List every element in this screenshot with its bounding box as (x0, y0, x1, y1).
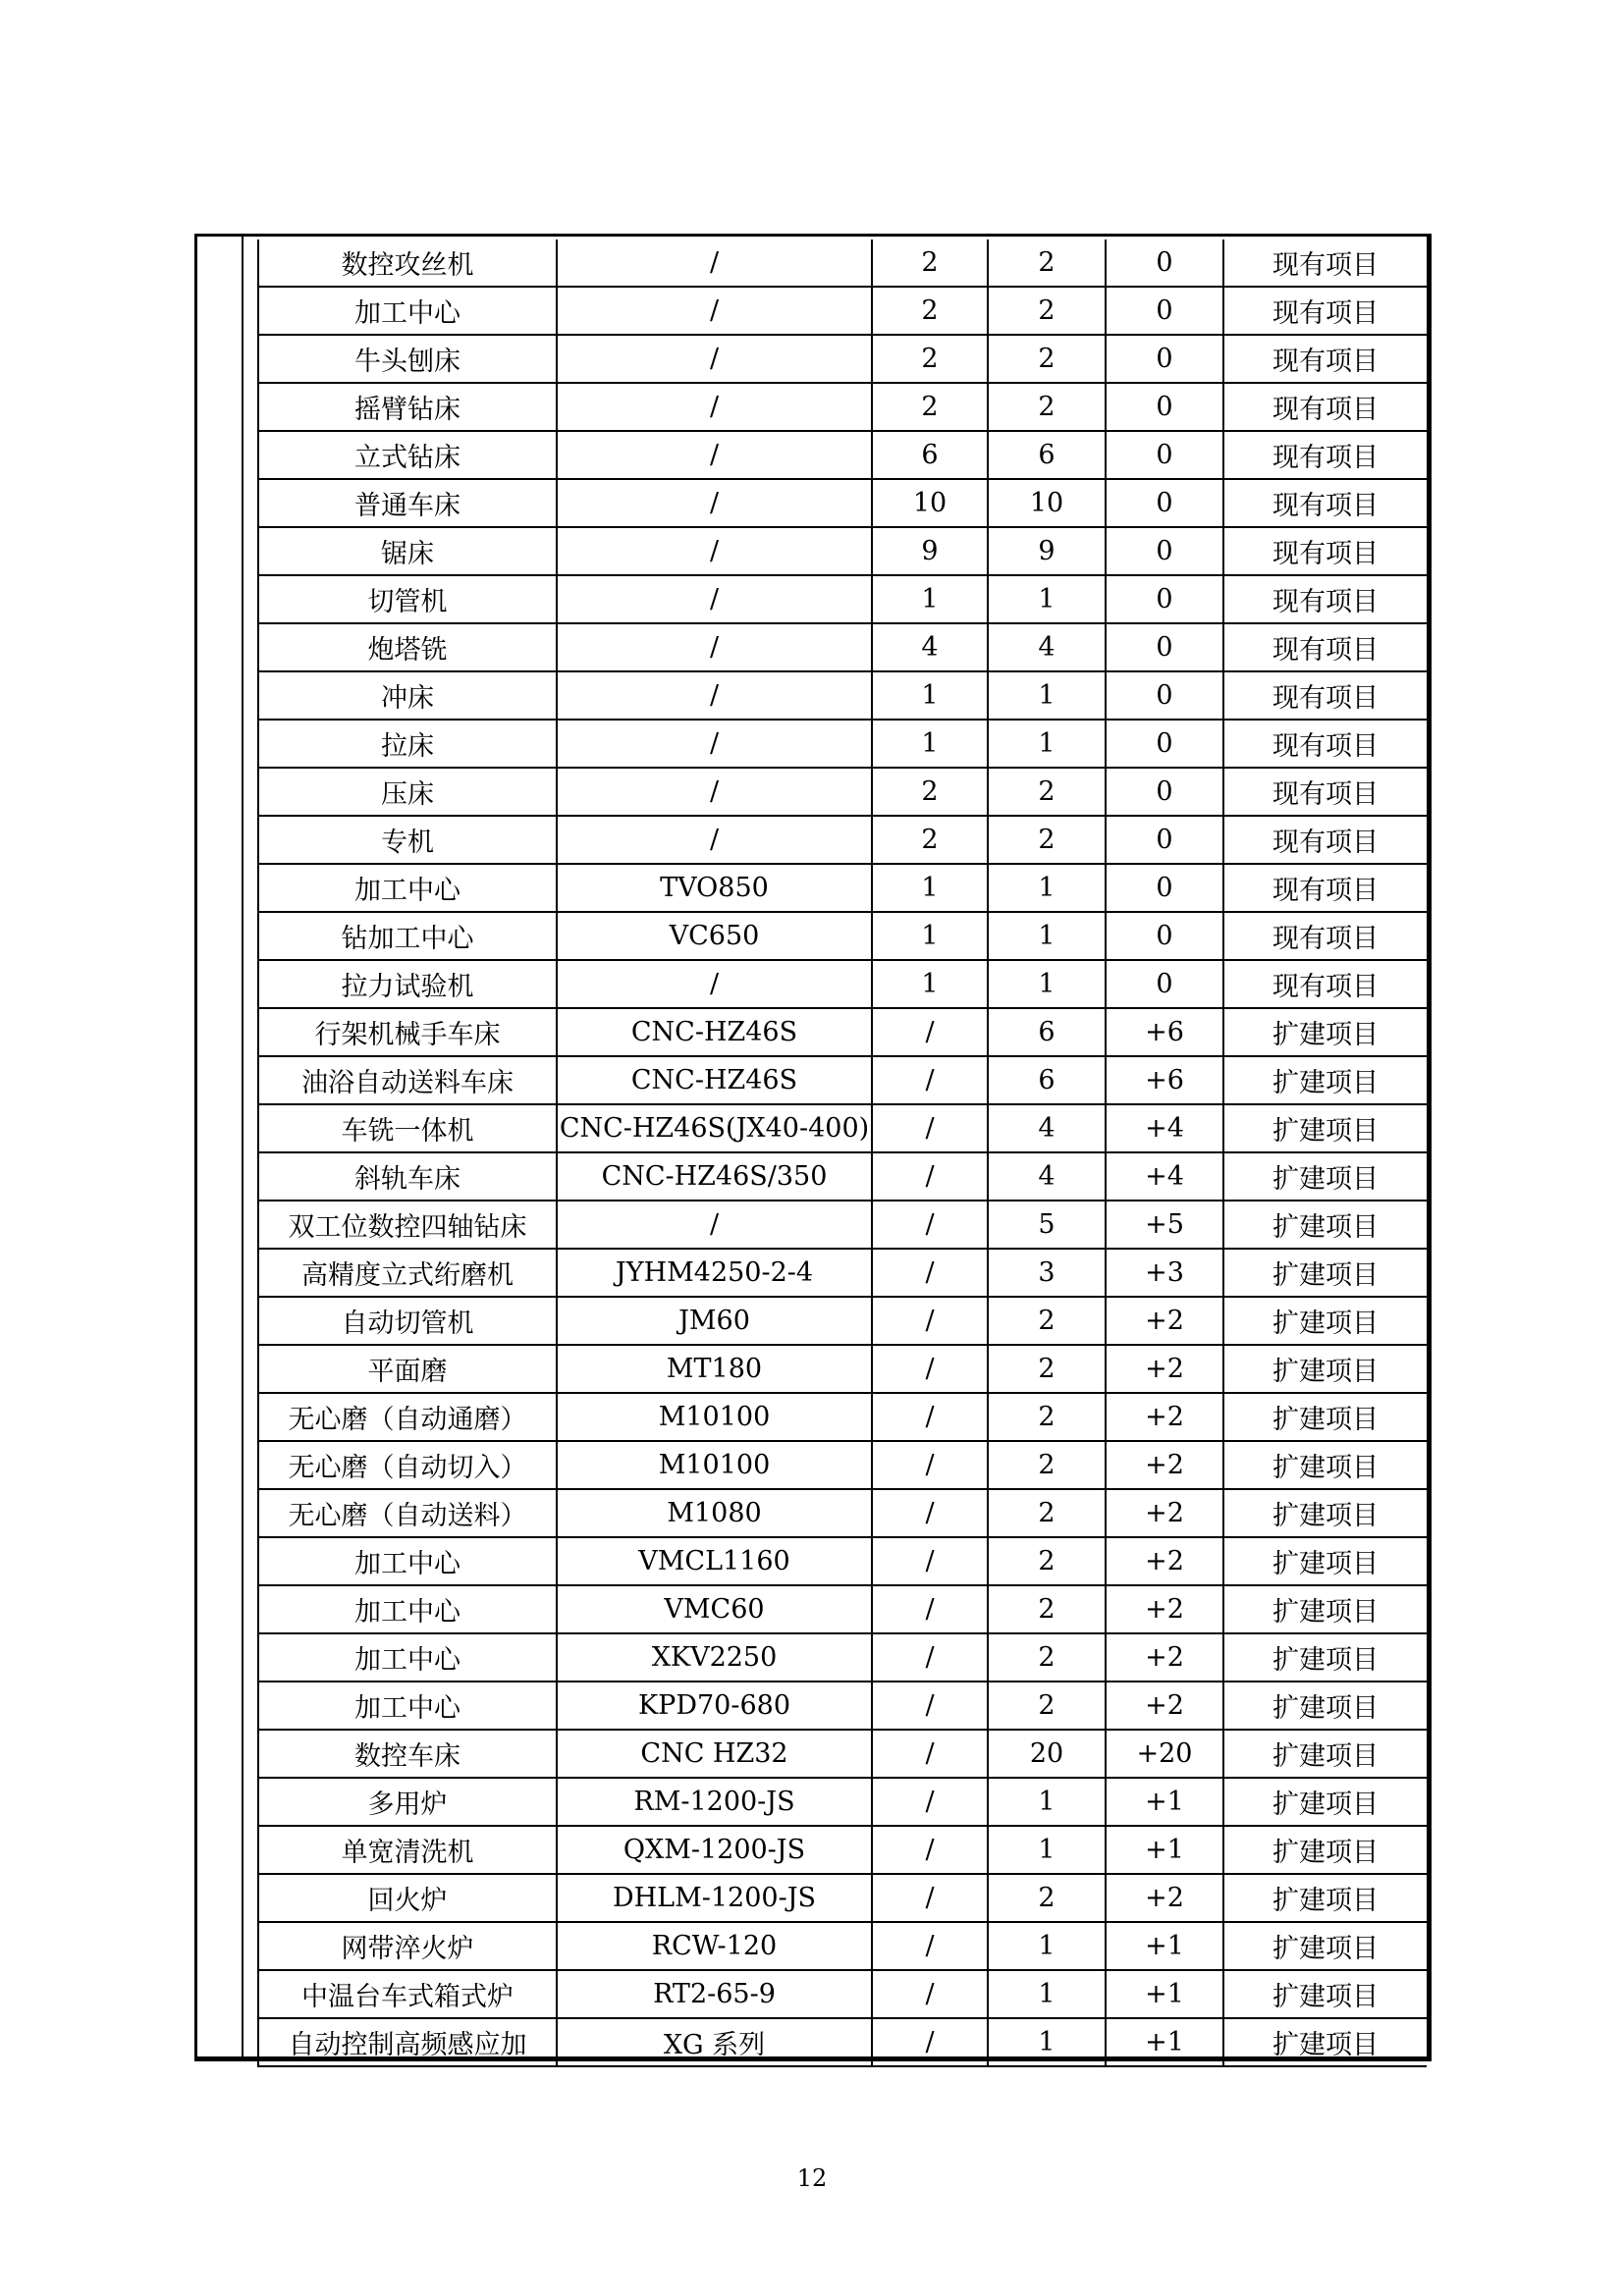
table-row (258, 431, 1427, 479)
equipment-name-cell: 无心磨（自动送料） (258, 1489, 557, 1537)
model-cell: / (557, 816, 872, 864)
table-row (258, 240, 1427, 287)
model-cell: VMC60 (557, 1585, 872, 1633)
existing-count-cell: / (872, 2018, 988, 2066)
change-count-cell: +2 (1106, 1874, 1223, 1922)
project-note-cell: 现有项目 (1223, 623, 1427, 671)
change-count-cell: +1 (1106, 1922, 1223, 1970)
project-note-cell: 扩建项目 (1223, 1778, 1427, 1826)
model-cell: / (557, 335, 872, 383)
equipment-name-cell: 炮塔铣 (258, 623, 557, 671)
change-count-cell: +4 (1106, 1152, 1223, 1201)
equipment-name-cell: 平面磨 (258, 1345, 557, 1393)
equipment-name-cell: 斜轨车床 (258, 1152, 557, 1201)
equipment-name-cell: 加工中心 (258, 1682, 557, 1730)
after-count-cell: 1 (988, 912, 1106, 960)
table-row (258, 1104, 1427, 1152)
model-cell: M1080 (557, 1489, 872, 1537)
model-cell: / (557, 240, 872, 287)
existing-count-cell: 1 (872, 864, 988, 912)
equipment-name-cell: 油浴自动送料车床 (258, 1056, 557, 1104)
after-count-cell: 2 (988, 383, 1106, 431)
after-count-cell: 1 (988, 864, 1106, 912)
change-count-cell: 0 (1106, 575, 1223, 623)
change-count-cell: 0 (1106, 623, 1223, 671)
table-row (258, 1778, 1427, 1826)
table-row (258, 816, 1427, 864)
model-cell: M10100 (557, 1441, 872, 1489)
after-count-cell: 9 (988, 527, 1106, 575)
table-row (258, 1441, 1427, 1489)
after-count-cell: 4 (988, 623, 1106, 671)
model-cell: RCW-120 (557, 1922, 872, 1970)
equipment-table-body (258, 240, 1427, 2066)
existing-count-cell: 9 (872, 527, 988, 575)
project-note-cell: 现有项目 (1223, 720, 1427, 768)
equipment-name-cell: 加工中心 (258, 1633, 557, 1682)
change-count-cell: +2 (1106, 1441, 1223, 1489)
model-cell: JM60 (557, 1297, 872, 1345)
equipment-name-cell: 加工中心 (258, 1537, 557, 1585)
project-note-cell: 扩建项目 (1223, 1585, 1427, 1633)
existing-count-cell: / (872, 1826, 988, 1874)
change-count-cell: +5 (1106, 1201, 1223, 1249)
table-row (258, 2018, 1427, 2066)
project-note-cell: 现有项目 (1223, 287, 1427, 335)
table-row (258, 1345, 1427, 1393)
existing-count-cell: / (872, 1585, 988, 1633)
project-note-cell: 现有项目 (1223, 816, 1427, 864)
table-row (258, 1970, 1427, 2018)
equipment-name-cell: 冲床 (258, 671, 557, 720)
model-cell: CNC HZ32 (557, 1730, 872, 1778)
existing-count-cell: / (872, 1393, 988, 1441)
model-cell: / (557, 768, 872, 816)
equipment-name-cell: 多用炉 (258, 1778, 557, 1826)
existing-count-cell: / (872, 1345, 988, 1393)
table-row (258, 1730, 1427, 1778)
equipment-name-cell: 加工中心 (258, 864, 557, 912)
after-count-cell: 5 (988, 1201, 1106, 1249)
after-count-cell: 2 (988, 1585, 1106, 1633)
project-note-cell: 扩建项目 (1223, 2018, 1427, 2066)
model-cell: JYHM4250-2-4 (557, 1249, 872, 1297)
existing-count-cell: 2 (872, 768, 988, 816)
after-count-cell: 2 (988, 335, 1106, 383)
model-cell: / (557, 671, 872, 720)
equipment-name-cell: 牛头刨床 (258, 335, 557, 383)
project-note-cell: 现有项目 (1223, 912, 1427, 960)
equipment-name-cell: 无心磨（自动切入） (258, 1441, 557, 1489)
table-row (258, 1585, 1427, 1633)
change-count-cell: 0 (1106, 912, 1223, 960)
existing-count-cell: / (872, 1297, 988, 1345)
table-row (258, 1537, 1427, 1585)
project-note-cell: 现有项目 (1223, 864, 1427, 912)
model-cell: / (557, 287, 872, 335)
change-count-cell: +1 (1106, 1778, 1223, 1826)
equipment-name-cell: 自动切管机 (258, 1297, 557, 1345)
table-row (258, 287, 1427, 335)
change-count-cell: +2 (1106, 1633, 1223, 1682)
equipment-name-cell: 普通车床 (258, 479, 557, 527)
project-note-cell: 扩建项目 (1223, 1970, 1427, 2018)
after-count-cell: 6 (988, 1056, 1106, 1104)
after-count-cell: 10 (988, 479, 1106, 527)
table-row (258, 1874, 1427, 1922)
existing-count-cell: / (872, 1778, 988, 1826)
after-count-cell: 2 (988, 1297, 1106, 1345)
change-count-cell: 0 (1106, 768, 1223, 816)
project-note-cell: 扩建项目 (1223, 1633, 1427, 1682)
table-row (258, 1297, 1427, 1345)
project-note-cell: 扩建项目 (1223, 1201, 1427, 1249)
table-row (258, 960, 1427, 1008)
existing-count-cell: 2 (872, 383, 988, 431)
change-count-cell: +2 (1106, 1489, 1223, 1537)
existing-count-cell: / (872, 1201, 988, 1249)
change-count-cell: +1 (1106, 1970, 1223, 2018)
change-count-cell: 0 (1106, 431, 1223, 479)
page-number: 12 (796, 2164, 828, 2192)
model-cell: CNC-HZ46S (557, 1056, 872, 1104)
table-row (258, 1633, 1427, 1682)
equipment-name-cell: 车铣一体机 (258, 1104, 557, 1152)
model-cell: / (557, 1201, 872, 1249)
model-cell: / (557, 431, 872, 479)
table-row (258, 1922, 1427, 1970)
equipment-name-cell: 拉力试验机 (258, 960, 557, 1008)
equipment-name-cell: 单宽清洗机 (258, 1826, 557, 1874)
equipment-name-cell: 行架机械手车床 (258, 1008, 557, 1056)
project-note-cell: 扩建项目 (1223, 1249, 1427, 1297)
project-note-cell: 现有项目 (1223, 671, 1427, 720)
equipment-name-cell: 切管机 (258, 575, 557, 623)
after-count-cell: 4 (988, 1104, 1106, 1152)
model-cell: / (557, 623, 872, 671)
after-count-cell: 1 (988, 960, 1106, 1008)
table-left-band (194, 234, 244, 2061)
equipment-name-cell: 中温台车式箱式炉 (258, 1970, 557, 2018)
after-count-cell: 2 (988, 1537, 1106, 1585)
table-row (258, 1056, 1427, 1104)
change-count-cell: 0 (1106, 335, 1223, 383)
project-note-cell: 扩建项目 (1223, 1826, 1427, 1874)
project-note-cell: 扩建项目 (1223, 1297, 1427, 1345)
existing-count-cell: / (872, 1922, 988, 1970)
existing-count-cell: / (872, 1682, 988, 1730)
change-count-cell: +1 (1106, 1826, 1223, 1874)
change-count-cell: +1 (1106, 2018, 1223, 2066)
existing-count-cell: / (872, 1537, 988, 1585)
after-count-cell: 2 (988, 1633, 1106, 1682)
after-count-cell: 1 (988, 1778, 1106, 1826)
project-note-cell: 扩建项目 (1223, 1152, 1427, 1201)
change-count-cell: +3 (1106, 1249, 1223, 1297)
after-count-cell: 6 (988, 431, 1106, 479)
project-note-cell: 扩建项目 (1223, 1874, 1427, 1922)
equipment-name-cell: 回火炉 (258, 1874, 557, 1922)
equipment-name-cell: 数控攻丝机 (258, 240, 557, 287)
equipment-table (257, 240, 1427, 2067)
project-note-cell: 扩建项目 (1223, 1393, 1427, 1441)
project-note-cell: 现有项目 (1223, 383, 1427, 431)
existing-count-cell: / (872, 1970, 988, 2018)
table-row (258, 1152, 1427, 1201)
table-row (258, 383, 1427, 431)
change-count-cell: +6 (1106, 1056, 1223, 1104)
after-count-cell: 1 (988, 575, 1106, 623)
change-count-cell: 0 (1106, 720, 1223, 768)
change-count-cell: +4 (1106, 1104, 1223, 1152)
table-row (258, 912, 1427, 960)
project-note-cell: 扩建项目 (1223, 1104, 1427, 1152)
change-count-cell: +2 (1106, 1297, 1223, 1345)
existing-count-cell: / (872, 1056, 988, 1104)
after-count-cell: 1 (988, 1826, 1106, 1874)
existing-count-cell: / (872, 1008, 988, 1056)
table-row (258, 527, 1427, 575)
existing-count-cell: 1 (872, 671, 988, 720)
model-cell: VC650 (557, 912, 872, 960)
table-row (258, 479, 1427, 527)
after-count-cell: 3 (988, 1249, 1106, 1297)
project-note-cell: 扩建项目 (1223, 1056, 1427, 1104)
existing-count-cell: 2 (872, 240, 988, 287)
existing-count-cell: 4 (872, 623, 988, 671)
project-note-cell: 现有项目 (1223, 431, 1427, 479)
model-cell: MT180 (557, 1345, 872, 1393)
change-count-cell: +6 (1106, 1008, 1223, 1056)
equipment-name-cell: 拉床 (258, 720, 557, 768)
project-note-cell: 扩建项目 (1223, 1489, 1427, 1537)
change-count-cell: 0 (1106, 671, 1223, 720)
existing-count-cell: / (872, 1874, 988, 1922)
after-count-cell: 2 (988, 287, 1106, 335)
after-count-cell: 1 (988, 720, 1106, 768)
project-note-cell: 扩建项目 (1223, 1682, 1427, 1730)
model-cell: KPD70-680 (557, 1682, 872, 1730)
model-cell: TVO850 (557, 864, 872, 912)
after-count-cell: 2 (988, 816, 1106, 864)
change-count-cell: +20 (1106, 1730, 1223, 1778)
project-note-cell: 现有项目 (1223, 240, 1427, 287)
existing-count-cell: 1 (872, 912, 988, 960)
change-count-cell: 0 (1106, 816, 1223, 864)
change-count-cell: 0 (1106, 287, 1223, 335)
after-count-cell: 2 (988, 1682, 1106, 1730)
equipment-name-cell: 加工中心 (258, 1585, 557, 1633)
equipment-name-cell: 压床 (258, 768, 557, 816)
change-count-cell: +2 (1106, 1682, 1223, 1730)
project-note-cell: 扩建项目 (1223, 1537, 1427, 1585)
table-row (258, 1682, 1427, 1730)
table-row (258, 768, 1427, 816)
model-cell: / (557, 575, 872, 623)
model-cell: CNC-HZ46S (557, 1008, 872, 1056)
model-cell: CNC-HZ46S/350 (557, 1152, 872, 1201)
table-row (258, 1008, 1427, 1056)
project-note-cell: 现有项目 (1223, 575, 1427, 623)
table-row (258, 1826, 1427, 1874)
model-cell: RT2-65-9 (557, 1970, 872, 2018)
after-count-cell: 2 (988, 1393, 1106, 1441)
existing-count-cell: 1 (872, 720, 988, 768)
after-count-cell: 1 (988, 671, 1106, 720)
model-cell: / (557, 720, 872, 768)
equipment-name-cell: 高精度立式绗磨机 (258, 1249, 557, 1297)
equipment-name-cell: 摇臂钻床 (258, 383, 557, 431)
change-count-cell: +2 (1106, 1585, 1223, 1633)
table-row (258, 335, 1427, 383)
equipment-name-cell: 数控车床 (258, 1730, 557, 1778)
after-count-cell: 2 (988, 1874, 1106, 1922)
after-count-cell: 1 (988, 1970, 1106, 2018)
change-count-cell: 0 (1106, 527, 1223, 575)
model-cell: M10100 (557, 1393, 872, 1441)
after-count-cell: 2 (988, 1441, 1106, 1489)
equipment-name-cell: 无心磨（自动通磨） (258, 1393, 557, 1441)
change-count-cell: 0 (1106, 960, 1223, 1008)
model-cell: VMCL1160 (557, 1537, 872, 1585)
existing-count-cell: 6 (872, 431, 988, 479)
after-count-cell: 2 (988, 1489, 1106, 1537)
table-row (258, 1393, 1427, 1441)
existing-count-cell: / (872, 1249, 988, 1297)
project-note-cell: 现有项目 (1223, 479, 1427, 527)
project-note-cell: 扩建项目 (1223, 1345, 1427, 1393)
equipment-name-cell: 双工位数控四轴钻床 (258, 1201, 557, 1249)
existing-count-cell: 2 (872, 816, 988, 864)
existing-count-cell: / (872, 1489, 988, 1537)
model-cell: RM-1200-JS (557, 1778, 872, 1826)
after-count-cell: 4 (988, 1152, 1106, 1201)
table-row (258, 1201, 1427, 1249)
model-cell: QXM-1200-JS (557, 1826, 872, 1874)
model-cell: / (557, 960, 872, 1008)
change-count-cell: 0 (1106, 383, 1223, 431)
after-count-cell: 20 (988, 1730, 1106, 1778)
after-count-cell: 2 (988, 768, 1106, 816)
table-row (258, 623, 1427, 671)
equipment-name-cell: 自动控制高频感应加 (258, 2018, 557, 2066)
existing-count-cell: 2 (872, 287, 988, 335)
after-count-cell: 1 (988, 2018, 1106, 2066)
existing-count-cell: 1 (872, 960, 988, 1008)
model-cell: / (557, 527, 872, 575)
model-cell: DHLM-1200-JS (557, 1874, 872, 1922)
equipment-name-cell: 立式钻床 (258, 431, 557, 479)
project-note-cell: 现有项目 (1223, 768, 1427, 816)
project-note-cell: 扩建项目 (1223, 1922, 1427, 1970)
table-row (258, 1489, 1427, 1537)
equipment-name-cell: 专机 (258, 816, 557, 864)
equipment-name-cell: 网带淬火炉 (258, 1922, 557, 1970)
after-count-cell: 1 (988, 1922, 1106, 1970)
change-count-cell: +2 (1106, 1345, 1223, 1393)
after-count-cell: 2 (988, 240, 1106, 287)
existing-count-cell: / (872, 1152, 988, 1201)
table-row (258, 671, 1427, 720)
table-row (258, 575, 1427, 623)
after-count-cell: 6 (988, 1008, 1106, 1056)
project-note-cell: 现有项目 (1223, 335, 1427, 383)
change-count-cell: 0 (1106, 479, 1223, 527)
model-cell: / (557, 383, 872, 431)
existing-count-cell: / (872, 1633, 988, 1682)
existing-count-cell: / (872, 1730, 988, 1778)
table-row (258, 864, 1427, 912)
existing-count-cell: 10 (872, 479, 988, 527)
model-cell: XG 系列 (557, 2018, 872, 2066)
change-count-cell: 0 (1106, 864, 1223, 912)
table-row (258, 720, 1427, 768)
existing-count-cell: / (872, 1104, 988, 1152)
model-cell: CNC-HZ46S(JX40-400) (557, 1104, 872, 1152)
equipment-name-cell: 锯床 (258, 527, 557, 575)
equipment-name-cell: 加工中心 (258, 287, 557, 335)
project-note-cell: 扩建项目 (1223, 1008, 1427, 1056)
project-note-cell: 扩建项目 (1223, 1730, 1427, 1778)
existing-count-cell: / (872, 1441, 988, 1489)
model-cell: XKV2250 (557, 1633, 872, 1682)
project-note-cell: 现有项目 (1223, 960, 1427, 1008)
project-note-cell: 现有项目 (1223, 527, 1427, 575)
equipment-name-cell: 钻加工中心 (258, 912, 557, 960)
change-count-cell: +2 (1106, 1537, 1223, 1585)
existing-count-cell: 1 (872, 575, 988, 623)
after-count-cell: 2 (988, 1345, 1106, 1393)
change-count-cell: +2 (1106, 1393, 1223, 1441)
project-note-cell: 扩建项目 (1223, 1441, 1427, 1489)
change-count-cell: 0 (1106, 240, 1223, 287)
table-row (258, 1249, 1427, 1297)
model-cell: / (557, 479, 872, 527)
existing-count-cell: 2 (872, 335, 988, 383)
